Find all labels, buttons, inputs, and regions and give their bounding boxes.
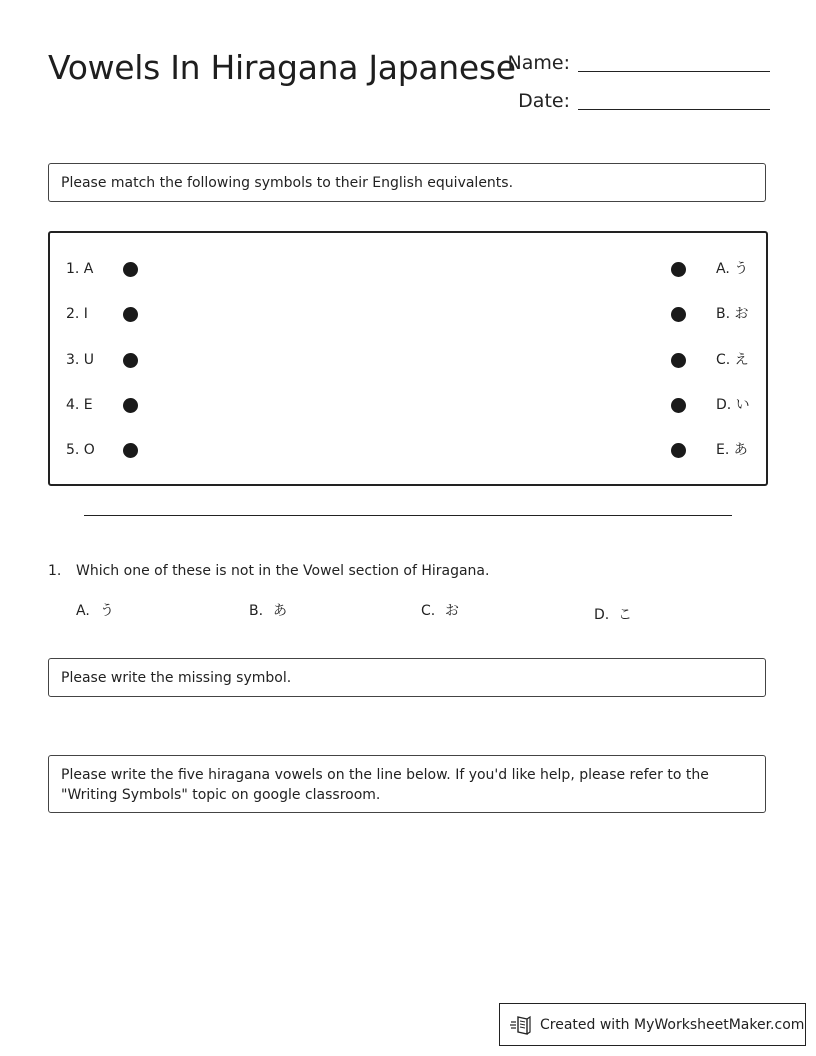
option-value: こ bbox=[618, 607, 632, 623]
match-row bbox=[50, 440, 766, 460]
match-right-label: D. い bbox=[716, 397, 750, 413]
option-value: あ bbox=[273, 603, 287, 619]
question-number: 1. bbox=[48, 563, 62, 579]
match-row bbox=[50, 259, 766, 279]
date-label: Date: bbox=[518, 90, 570, 112]
match-left-label: 1. A bbox=[66, 261, 94, 277]
match-dot-left[interactable] bbox=[123, 443, 138, 458]
option-letter: B. bbox=[249, 603, 264, 619]
match-left-label: 5. O bbox=[66, 442, 95, 458]
question-text: Which one of these is not in the Vowel section of Hiragana. bbox=[76, 563, 490, 579]
answer-option-a[interactable] bbox=[76, 601, 114, 621]
answer-option-c[interactable] bbox=[421, 601, 459, 621]
matching-instruction: Please match the following symbols to their English equivalents. bbox=[48, 163, 766, 202]
match-right-label: C. え bbox=[716, 352, 749, 368]
match-dot-left[interactable] bbox=[123, 398, 138, 413]
match-left-label: 4. E bbox=[66, 397, 93, 413]
match-row bbox=[50, 350, 766, 370]
date-field bbox=[504, 90, 770, 112]
match-left-label: 3. U bbox=[66, 352, 95, 368]
name-label: Name: bbox=[507, 52, 570, 74]
question-1 bbox=[48, 561, 489, 581]
write-vowels-instruction: Please write the five hiragana vowels on the line below. If you'd like help, please refer to the "Writing Symbols" topic on google classroom. bbox=[48, 755, 766, 813]
answer-option-b[interactable] bbox=[249, 601, 287, 621]
matching-box bbox=[48, 231, 768, 486]
match-dot-right[interactable] bbox=[671, 443, 686, 458]
section-divider bbox=[84, 515, 732, 516]
answer-option-d[interactable] bbox=[594, 605, 632, 625]
match-right-label: A. う bbox=[716, 261, 749, 277]
match-row bbox=[50, 304, 766, 324]
option-letter: C. bbox=[421, 603, 436, 619]
footer-text: Created with MyWorksheetMaker.com bbox=[540, 1016, 805, 1033]
match-row bbox=[50, 395, 766, 415]
match-dot-right[interactable] bbox=[671, 398, 686, 413]
page-title: Vowels In Hiragana Japanese bbox=[48, 48, 516, 87]
match-dot-right[interactable] bbox=[671, 262, 686, 277]
footer-badge[interactable] bbox=[499, 1003, 806, 1046]
option-letter: A. bbox=[76, 603, 90, 619]
match-right-label: B. お bbox=[716, 306, 749, 322]
worksheet-logo-icon bbox=[510, 1014, 532, 1036]
match-right-label: E. あ bbox=[716, 442, 748, 458]
option-letter: D. bbox=[594, 607, 610, 623]
name-input-line[interactable] bbox=[578, 71, 770, 72]
name-field bbox=[504, 52, 770, 74]
option-value: う bbox=[100, 603, 114, 619]
match-dot-left[interactable] bbox=[123, 262, 138, 277]
option-value: お bbox=[445, 603, 459, 619]
match-dot-right[interactable] bbox=[671, 353, 686, 368]
missing-symbol-instruction: Please write the missing symbol. bbox=[48, 658, 766, 697]
match-dot-right[interactable] bbox=[671, 307, 686, 322]
match-left-label: 2. I bbox=[66, 306, 88, 322]
match-dot-left[interactable] bbox=[123, 353, 138, 368]
match-dot-left[interactable] bbox=[123, 307, 138, 322]
date-input-line[interactable] bbox=[578, 109, 770, 110]
